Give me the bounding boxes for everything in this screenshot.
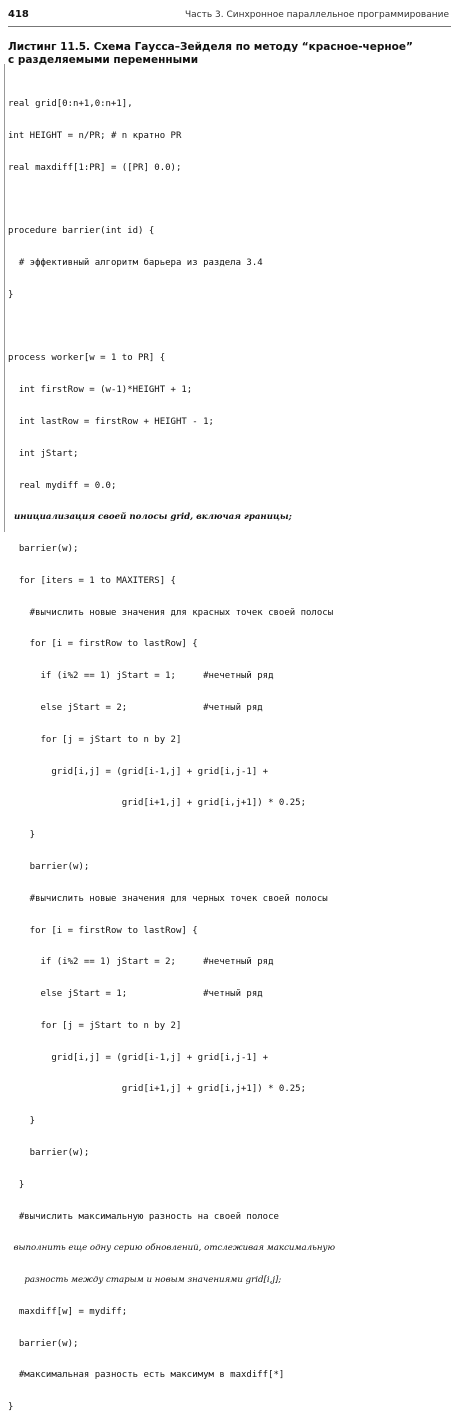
- code-line: int lastRow = firstRow + HEIGHT - 1;: [8, 417, 214, 427]
- code-line: if (i%2 == 1) jStart = 2; #нечетный ряд: [8, 957, 274, 968]
- code-line: # эффективный алгоритм барьера из раздела 3.4: [8, 258, 263, 269]
- code-line: #вычислить новые значения для красных точек своей полосы: [8, 607, 334, 618]
- code-line: real mydiff = 0.0;: [8, 480, 117, 491]
- code-line: }: [8, 1116, 36, 1127]
- code-line: int firstRow = (w-1)*HEIGHT + 1;: [8, 385, 193, 396]
- code-line-pseudocode: инициализация своей полосы grid, включая границы;: [8, 512, 292, 523]
- code-line: barrier(w);: [8, 861, 90, 872]
- code-line: for [j = jStart to n by 2]: [8, 734, 182, 745]
- listing-title-line-2: с разделяемыми переменными: [8, 54, 199, 66]
- code-line: for [j = jStart to n by 2]: [8, 1020, 182, 1031]
- header-divider: [8, 26, 451, 27]
- code-listing: [8, 78, 454, 1423]
- code-line: #вычислить максимальную разность на своей полосе: [8, 1211, 279, 1222]
- code-line: int jStart;: [8, 448, 79, 459]
- code-line: }: [8, 830, 36, 841]
- code-line: barrier(w);: [8, 1147, 90, 1158]
- code-line: grid[i+1,j] + grid[i,j+1]) * 0.25;: [8, 798, 307, 809]
- code-line: }: [8, 1179, 25, 1190]
- code-line: grid[i,j] = (grid[i-1,j] + grid[i,j-1] +: [8, 766, 269, 777]
- code-line: barrier(w);: [8, 544, 79, 555]
- code-line: #максимальная разность есть максимум в maxdiff[*]: [8, 1370, 285, 1381]
- code-line: barrier(w);: [8, 1338, 79, 1349]
- running-head: Часть 3. Синхронное параллельное программирование: [184, 10, 449, 20]
- code-line: real grid[0:n+1,0:n+1],: [8, 99, 133, 110]
- page-number: 418: [8, 9, 29, 20]
- code-line: for [i = firstRow to lastRow] {: [8, 639, 198, 650]
- code-line: procedure barrier(int id) {: [8, 226, 155, 237]
- code-line-pseudocode: выполнить еще одну серию обновлений, отслеживая максимальную: [8, 1243, 336, 1254]
- code-line: real maxdiff[1:PR] = ([PR] 0.0);: [8, 162, 182, 173]
- code-line: else jStart = 1; #четный ряд: [8, 989, 263, 1000]
- code-line: maxdiff[w] = mydiff;: [8, 1306, 128, 1317]
- code-line: }: [8, 1402, 14, 1413]
- code-line: process worker[w = 1 to PR] {: [8, 353, 166, 364]
- listing-margin-rule: [4, 64, 5, 532]
- code-line: for [iters = 1 to MAXITERS] {: [8, 575, 176, 586]
- code-line: [8, 322, 454, 333]
- code-line: }: [8, 289, 14, 300]
- code-line: #вычислить новые значения для черных точек своей полосы: [8, 893, 328, 904]
- code-line-pseudocode: разность между старым и новым значениями grid[i,j];: [8, 1275, 282, 1286]
- code-line: int HEIGHT = n/PR; # n кратно PR: [8, 130, 182, 141]
- listing-title: [8, 41, 448, 67]
- code-line: else jStart = 2; #четный ряд: [8, 703, 263, 714]
- listing-title-line-1: Листинг 11.5. Схема Гаусса–Зейделя по методу “красное-черное”: [8, 41, 413, 53]
- code-line: grid[i,j] = (grid[i-1,j] + grid[i,j-1] +: [8, 1052, 269, 1063]
- code-line: if (i%2 == 1) jStart = 1; #нечетный ряд: [8, 671, 274, 682]
- code-line: grid[i+1,j] + grid[i,j+1]) * 0.25;: [8, 1084, 307, 1095]
- code-line: for [i = firstRow to lastRow] {: [8, 925, 198, 936]
- code-line: [8, 195, 454, 206]
